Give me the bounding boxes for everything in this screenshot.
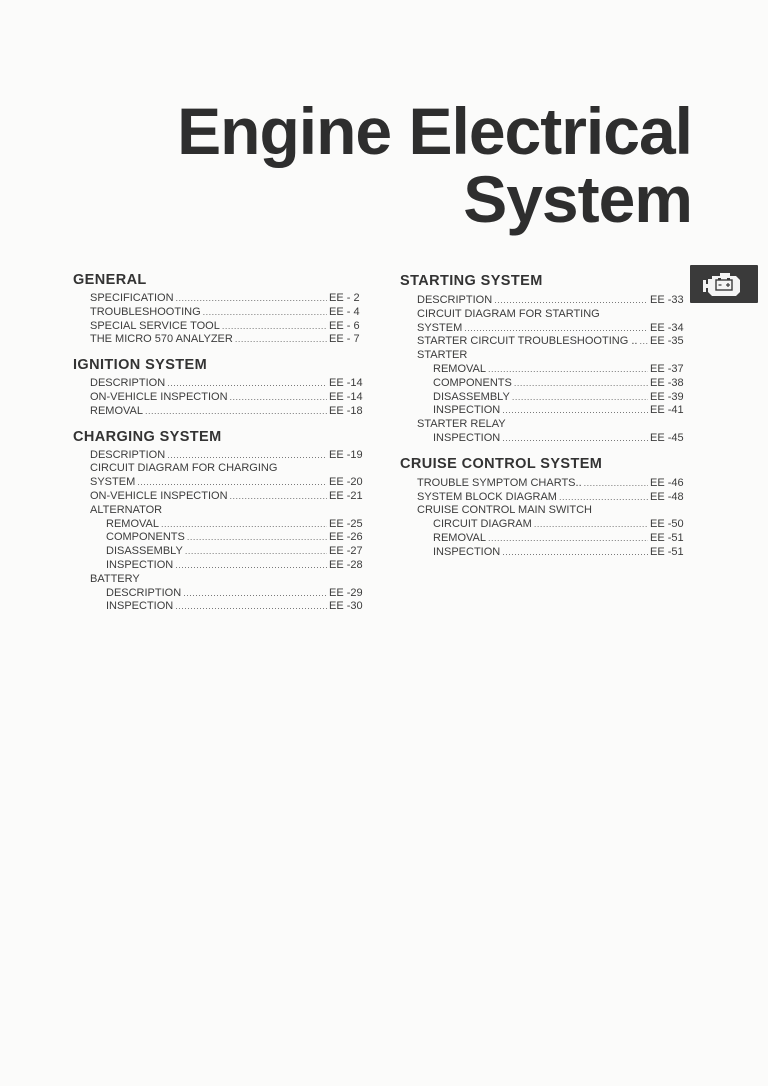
toc-entry-page: EE -25 bbox=[329, 517, 363, 530]
dot-leader bbox=[235, 333, 327, 347]
toc-section-title: GENERAL bbox=[73, 272, 147, 288]
dot-leader bbox=[502, 432, 648, 446]
dot-leader bbox=[514, 377, 648, 391]
toc-entry[interactable] bbox=[73, 306, 363, 320]
toc-section-title: CHARGING SYSTEM bbox=[73, 428, 222, 445]
toc-entry-page: EE -30 bbox=[329, 600, 363, 613]
toc-entry-page: EE - 4 bbox=[329, 305, 360, 318]
toc-entry-label: COMPONENTS bbox=[433, 376, 512, 389]
toc-entry-label: DESCRIPTION bbox=[90, 448, 166, 461]
toc-section bbox=[400, 456, 684, 560]
page-title-line-2: System bbox=[463, 162, 692, 236]
toc-entry[interactable] bbox=[73, 518, 363, 532]
toc-entry-page: EE -46 bbox=[650, 476, 684, 489]
toc-entry[interactable] bbox=[400, 377, 684, 391]
dot-leader bbox=[161, 518, 327, 532]
toc-entry-label: SPECIFICATION bbox=[90, 292, 174, 304]
dot-leader bbox=[203, 306, 327, 320]
toc-entry-label: SYSTEM BLOCK DIAGRAM bbox=[417, 490, 557, 503]
toc-entry[interactable] bbox=[400, 335, 684, 349]
toc-entry[interactable] bbox=[400, 477, 684, 491]
toc-entry-label: DISASSEMBLY bbox=[106, 545, 183, 558]
dot-leader bbox=[222, 320, 327, 334]
dot-leader bbox=[512, 391, 648, 405]
toc-entry[interactable] bbox=[73, 320, 363, 334]
toc-subheading: CRUISE CONTROL MAIN SWITCH bbox=[417, 504, 592, 517]
toc-entry[interactable] bbox=[400, 363, 684, 377]
toc-entry[interactable] bbox=[73, 559, 363, 573]
toc-entry[interactable] bbox=[73, 476, 363, 490]
dot-leader bbox=[187, 531, 327, 545]
toc-entry[interactable] bbox=[73, 600, 363, 614]
toc-entry-label: REMOVAL bbox=[433, 531, 486, 544]
toc-entry[interactable] bbox=[400, 404, 684, 418]
engine-battery-icon bbox=[690, 265, 758, 303]
toc-entry-page: EE -37 bbox=[650, 362, 684, 375]
toc-entry-label: SYSTEM bbox=[90, 476, 136, 489]
toc-entry-label: SPECIAL SERVICE TOOL bbox=[90, 319, 220, 332]
dot-leader bbox=[502, 546, 648, 560]
toc-entry-page: EE -48 bbox=[650, 490, 684, 503]
toc-entry-label: TROUBLESHOOTING bbox=[90, 305, 201, 318]
dot-leader bbox=[145, 405, 327, 419]
dot-leader bbox=[183, 587, 327, 601]
toc-entry[interactable] bbox=[400, 532, 684, 546]
toc-entry-label: REMOVAL bbox=[90, 404, 143, 417]
dot-leader bbox=[137, 476, 327, 490]
toc-subheading: STARTER bbox=[417, 349, 468, 362]
toc-entry-page: EE -33 bbox=[650, 294, 684, 306]
dot-leader bbox=[559, 491, 648, 505]
toc-entry[interactable] bbox=[73, 587, 363, 601]
toc-section-title: CRUISE CONTROL SYSTEM bbox=[400, 455, 603, 472]
toc-entry-label: ON-VEHICLE INSPECTION bbox=[90, 489, 228, 502]
toc-entry[interactable] bbox=[73, 377, 363, 391]
dot-leader bbox=[167, 377, 327, 391]
toc-entry-page: EE -41 bbox=[650, 404, 684, 417]
toc-subheading: CIRCUIT DIAGRAM FOR STARTING bbox=[417, 307, 600, 320]
dot-leader bbox=[175, 600, 327, 614]
toc-entry-page: EE -21 bbox=[329, 489, 363, 502]
toc-entry-label: INSPECTION bbox=[106, 558, 174, 571]
toc-left-column bbox=[73, 272, 363, 624]
toc-entry-page: EE -14 bbox=[329, 377, 363, 390]
toc-entry-page: EE -28 bbox=[329, 558, 363, 571]
toc-entry-page: EE -27 bbox=[329, 545, 363, 558]
toc-entry-page: EE -18 bbox=[329, 404, 363, 417]
toc-entry-page: EE -34 bbox=[650, 321, 684, 334]
toc-entry-page: EE -39 bbox=[650, 390, 684, 403]
toc-subheading: BATTERY bbox=[90, 572, 140, 585]
toc-entry-label: DISASSEMBLY bbox=[433, 390, 510, 403]
toc-entry[interactable] bbox=[400, 491, 684, 505]
toc-entry-label: DESCRIPTION bbox=[90, 377, 166, 390]
dot-leader bbox=[494, 294, 648, 308]
dot-leader bbox=[534, 518, 648, 532]
toc-entry-label: INSPECTION bbox=[433, 545, 501, 558]
toc-section bbox=[73, 357, 363, 418]
toc-entry[interactable] bbox=[73, 391, 363, 405]
toc-entry-label: TROUBLE SYMPTOM CHARTS.. bbox=[417, 476, 582, 489]
toc-entry[interactable] bbox=[400, 391, 684, 405]
toc-entry-label: SYSTEM bbox=[417, 321, 463, 334]
toc-entry-page: EE - 2 bbox=[329, 292, 360, 304]
dot-leader bbox=[176, 292, 327, 306]
toc-section bbox=[73, 272, 363, 347]
dot-leader bbox=[464, 322, 648, 336]
toc-entry-page: EE -51 bbox=[650, 545, 684, 558]
toc-entry-page: EE -38 bbox=[650, 376, 684, 389]
toc-section bbox=[73, 429, 363, 615]
toc-entry[interactable] bbox=[400, 432, 684, 446]
toc-entry-page: EE -20 bbox=[329, 476, 363, 489]
toc-entry[interactable] bbox=[400, 546, 684, 560]
toc-section-title: STARTING SYSTEM bbox=[400, 273, 543, 289]
toc-entry[interactable] bbox=[73, 405, 363, 419]
toc-right-column bbox=[400, 273, 684, 570]
toc-entry[interactable] bbox=[73, 545, 363, 559]
toc-entry-label: DESCRIPTION bbox=[106, 586, 182, 599]
toc-entry-page: EE - 7 bbox=[329, 333, 360, 346]
toc-subheading: ALTERNATOR bbox=[90, 503, 163, 516]
dot-leader bbox=[230, 490, 327, 504]
toc-section-title: IGNITION SYSTEM bbox=[73, 357, 208, 374]
engine-icon-glyph bbox=[702, 269, 746, 299]
toc-entry-label: INSPECTION bbox=[433, 431, 501, 444]
toc-entry[interactable] bbox=[73, 449, 363, 463]
page-title-line-1: Engine Electrical bbox=[177, 94, 692, 168]
toc-entry[interactable] bbox=[400, 294, 684, 308]
toc-entry-label: DESCRIPTION bbox=[417, 294, 493, 306]
dot-leader bbox=[488, 363, 648, 377]
toc-entry-label: THE MICRO 570 ANALYZER bbox=[90, 333, 233, 346]
toc-entry-page: EE -51 bbox=[650, 531, 684, 544]
toc-subheading: STARTER RELAY bbox=[417, 418, 506, 431]
toc-entry-label: ON-VEHICLE INSPECTION bbox=[90, 390, 228, 403]
toc-entry-label: COMPONENTS bbox=[106, 531, 185, 544]
dot-leader bbox=[488, 532, 648, 546]
toc-entry-page: EE -50 bbox=[650, 518, 684, 531]
toc-entry[interactable] bbox=[73, 292, 363, 306]
toc-subheading: CIRCUIT DIAGRAM FOR CHARGING bbox=[90, 462, 278, 475]
toc-entry[interactable] bbox=[73, 333, 363, 347]
dot-leader bbox=[185, 545, 327, 559]
toc-entry-page: EE -14 bbox=[329, 390, 363, 403]
toc-entry-page: EE -29 bbox=[329, 586, 363, 599]
dot-leader bbox=[175, 559, 327, 573]
toc-entry[interactable] bbox=[400, 322, 684, 336]
toc-entry-label: REMOVAL bbox=[106, 517, 159, 530]
dot-leader bbox=[167, 449, 327, 463]
toc-entry-page: EE -26 bbox=[329, 531, 363, 544]
toc-entry[interactable] bbox=[400, 518, 684, 532]
dot-leader bbox=[639, 335, 648, 349]
toc-entry-page: EE -45 bbox=[650, 431, 684, 444]
toc-entry[interactable] bbox=[73, 490, 363, 504]
toc-entry-page: EE -19 bbox=[329, 448, 363, 461]
dot-leader bbox=[584, 477, 648, 491]
toc-entry-page: EE -35 bbox=[650, 335, 684, 348]
dot-leader bbox=[502, 404, 648, 418]
toc-section bbox=[400, 273, 684, 446]
toc-entry-page: EE - 6 bbox=[329, 319, 360, 332]
toc-entry-label: CIRCUIT DIAGRAM bbox=[433, 518, 532, 531]
toc-entry[interactable] bbox=[73, 531, 363, 545]
toc-entry-label: INSPECTION bbox=[433, 404, 501, 417]
toc-entry-label: STARTER CIRCUIT TROUBLESHOOTING .. bbox=[417, 335, 638, 348]
toc-entry-label: REMOVAL bbox=[433, 362, 486, 375]
dot-leader bbox=[230, 391, 327, 405]
toc-entry-label: INSPECTION bbox=[106, 600, 174, 613]
